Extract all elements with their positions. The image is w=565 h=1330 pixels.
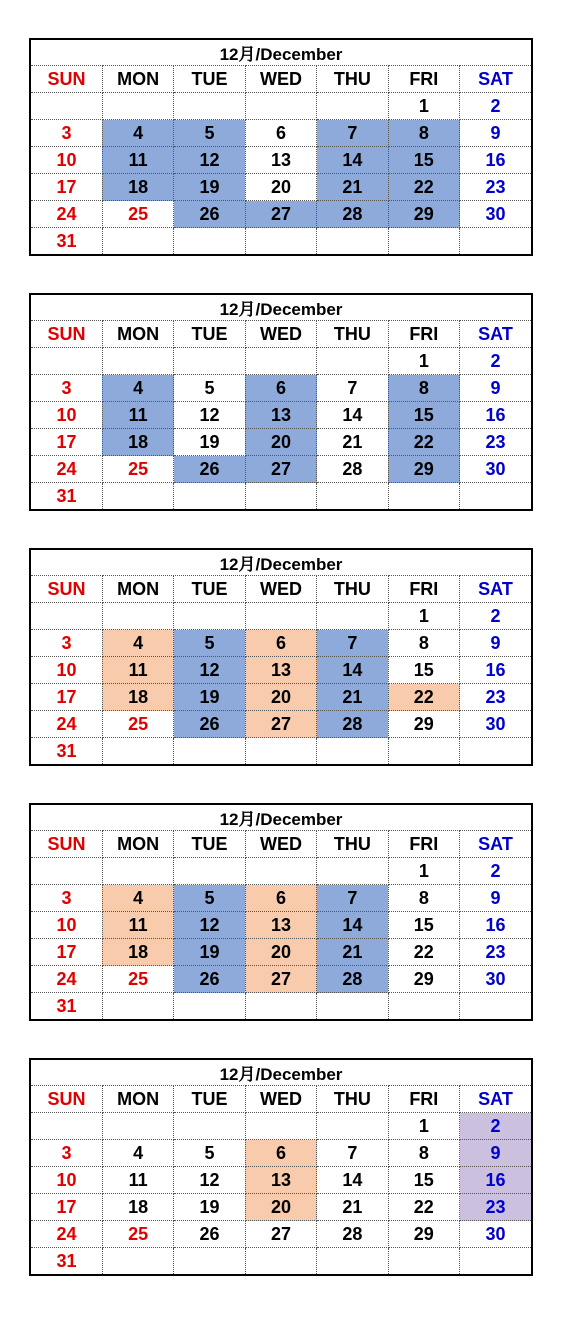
day-cell-11: 11	[102, 1167, 173, 1194]
day-cell-14: 14	[317, 912, 388, 939]
week-row	[31, 375, 531, 402]
day-cell-7: 7	[317, 630, 388, 657]
empty-day-cell	[245, 858, 316, 885]
day-cell-12: 12	[174, 147, 245, 174]
day-cell-2: 2	[460, 858, 531, 885]
week-row	[31, 1113, 531, 1140]
day-cell-2: 2	[460, 348, 531, 375]
week-row	[31, 966, 531, 993]
calendar-title: 12月/December	[31, 40, 531, 66]
empty-day-cell	[102, 93, 173, 120]
day-cell-12: 12	[174, 1167, 245, 1194]
day-cell-20: 20	[245, 429, 316, 456]
day-cell-28: 28	[317, 1221, 388, 1248]
empty-day-cell	[317, 483, 388, 510]
day-cell-23: 23	[460, 1194, 531, 1221]
day-cell-29: 29	[388, 966, 459, 993]
day-cell-21: 21	[317, 684, 388, 711]
day-cell-31: 31	[31, 1248, 102, 1275]
day-cell-11: 11	[102, 147, 173, 174]
empty-day-cell	[245, 1113, 316, 1140]
day-cell-5: 5	[174, 375, 245, 402]
empty-day-cell	[460, 228, 531, 255]
calendar-5	[29, 1058, 533, 1276]
weekday-header-fri: FRI	[388, 831, 459, 858]
week-row	[31, 939, 531, 966]
week-row	[31, 657, 531, 684]
week-row	[31, 1167, 531, 1194]
day-cell-31: 31	[31, 228, 102, 255]
day-cell-9: 9	[460, 630, 531, 657]
day-cell-8: 8	[388, 120, 459, 147]
day-cell-17: 17	[31, 939, 102, 966]
day-cell-15: 15	[388, 912, 459, 939]
day-cell-28: 28	[317, 711, 388, 738]
weekday-header-thu: THU	[317, 831, 388, 858]
day-cell-9: 9	[460, 120, 531, 147]
day-cell-16: 16	[460, 657, 531, 684]
day-cell-9: 9	[460, 1140, 531, 1167]
day-cell-27: 27	[245, 966, 316, 993]
day-cell-20: 20	[245, 1194, 316, 1221]
day-cell-15: 15	[388, 147, 459, 174]
weekday-header-thu: THU	[317, 576, 388, 603]
weekday-header-mon: MON	[102, 576, 173, 603]
week-row	[31, 147, 531, 174]
day-cell-13: 13	[245, 912, 316, 939]
day-cell-8: 8	[388, 630, 459, 657]
day-cell-30: 30	[460, 201, 531, 228]
empty-day-cell	[317, 1248, 388, 1275]
week-row	[31, 1221, 531, 1248]
empty-day-cell	[317, 858, 388, 885]
day-cell-9: 9	[460, 375, 531, 402]
week-row	[31, 228, 531, 255]
day-cell-29: 29	[388, 456, 459, 483]
day-cell-23: 23	[460, 684, 531, 711]
weekday-header-sat: SAT	[460, 66, 531, 93]
day-cell-9: 9	[460, 885, 531, 912]
week-row	[31, 603, 531, 630]
day-cell-22: 22	[388, 174, 459, 201]
day-cell-19: 19	[174, 174, 245, 201]
calendar-title: 12月/December	[31, 805, 531, 831]
weekday-header-thu: THU	[317, 1086, 388, 1113]
weekday-header-tue: TUE	[174, 66, 245, 93]
day-cell-15: 15	[388, 402, 459, 429]
day-cell-19: 19	[174, 684, 245, 711]
day-cell-11: 11	[102, 402, 173, 429]
weekday-header-mon: MON	[102, 321, 173, 348]
day-cell-17: 17	[31, 684, 102, 711]
weekday-header-thu: THU	[317, 321, 388, 348]
day-cell-28: 28	[317, 201, 388, 228]
week-row	[31, 201, 531, 228]
empty-day-cell	[31, 603, 102, 630]
day-cell-24: 24	[31, 1221, 102, 1248]
empty-day-cell	[174, 738, 245, 765]
day-cell-20: 20	[245, 684, 316, 711]
empty-day-cell	[102, 858, 173, 885]
empty-day-cell	[388, 1248, 459, 1275]
day-cell-18: 18	[102, 429, 173, 456]
week-row	[31, 1248, 531, 1275]
day-cell-17: 17	[31, 1194, 102, 1221]
weekday-header-sun: SUN	[31, 1086, 102, 1113]
day-cell-20: 20	[245, 174, 316, 201]
empty-day-cell	[317, 738, 388, 765]
weekday-header-wed: WED	[245, 1086, 316, 1113]
day-cell-17: 17	[31, 429, 102, 456]
day-cell-14: 14	[317, 1167, 388, 1194]
day-cell-15: 15	[388, 657, 459, 684]
day-cell-13: 13	[245, 1167, 316, 1194]
week-row	[31, 885, 531, 912]
week-row	[31, 456, 531, 483]
calendar-title: 12月/December	[31, 295, 531, 321]
weekday-header-mon: MON	[102, 1086, 173, 1113]
day-cell-18: 18	[102, 684, 173, 711]
empty-day-cell	[317, 1113, 388, 1140]
empty-day-cell	[317, 348, 388, 375]
day-cell-1: 1	[388, 348, 459, 375]
day-cell-24: 24	[31, 711, 102, 738]
empty-day-cell	[31, 93, 102, 120]
empty-day-cell	[174, 93, 245, 120]
day-cell-26: 26	[174, 201, 245, 228]
day-cell-31: 31	[31, 738, 102, 765]
day-cell-7: 7	[317, 120, 388, 147]
day-cell-10: 10	[31, 402, 102, 429]
empty-day-cell	[317, 228, 388, 255]
day-cell-3: 3	[31, 1140, 102, 1167]
day-cell-3: 3	[31, 375, 102, 402]
empty-day-cell	[174, 228, 245, 255]
weekday-header-wed: WED	[245, 831, 316, 858]
empty-day-cell	[174, 348, 245, 375]
empty-day-cell	[245, 603, 316, 630]
weekday-header-wed: WED	[245, 66, 316, 93]
empty-day-cell	[317, 93, 388, 120]
week-row	[31, 1140, 531, 1167]
weekday-header-sat: SAT	[460, 321, 531, 348]
day-cell-2: 2	[460, 1113, 531, 1140]
weekday-header-wed: WED	[245, 576, 316, 603]
empty-day-cell	[388, 483, 459, 510]
empty-day-cell	[317, 993, 388, 1020]
day-cell-22: 22	[388, 939, 459, 966]
week-row	[31, 858, 531, 885]
day-cell-21: 21	[317, 174, 388, 201]
day-cell-10: 10	[31, 1167, 102, 1194]
day-cell-30: 30	[460, 1221, 531, 1248]
weekday-header-sun: SUN	[31, 66, 102, 93]
day-cell-14: 14	[317, 147, 388, 174]
day-cell-25: 25	[102, 201, 173, 228]
day-cell-4: 4	[102, 120, 173, 147]
day-cell-7: 7	[317, 1140, 388, 1167]
weekday-header-fri: FRI	[388, 1086, 459, 1113]
day-cell-20: 20	[245, 939, 316, 966]
day-cell-8: 8	[388, 375, 459, 402]
day-cell-16: 16	[460, 402, 531, 429]
day-cell-21: 21	[317, 1194, 388, 1221]
week-row	[31, 348, 531, 375]
day-cell-14: 14	[317, 657, 388, 684]
weekday-header-tue: TUE	[174, 576, 245, 603]
empty-day-cell	[460, 993, 531, 1020]
calendar-title: 12月/December	[31, 550, 531, 576]
day-cell-24: 24	[31, 966, 102, 993]
empty-day-cell	[174, 603, 245, 630]
week-row	[31, 738, 531, 765]
day-cell-3: 3	[31, 120, 102, 147]
day-cell-31: 31	[31, 483, 102, 510]
empty-day-cell	[102, 348, 173, 375]
day-cell-4: 4	[102, 1140, 173, 1167]
weekday-header-fri: FRI	[388, 576, 459, 603]
calendar-3	[29, 548, 533, 766]
day-cell-1: 1	[388, 93, 459, 120]
week-row	[31, 912, 531, 939]
day-cell-25: 25	[102, 966, 173, 993]
day-cell-7: 7	[317, 375, 388, 402]
week-row	[31, 993, 531, 1020]
day-cell-1: 1	[388, 858, 459, 885]
day-cell-14: 14	[317, 402, 388, 429]
weekday-header-sun: SUN	[31, 831, 102, 858]
empty-day-cell	[174, 1113, 245, 1140]
day-cell-5: 5	[174, 885, 245, 912]
empty-day-cell	[245, 348, 316, 375]
week-row	[31, 429, 531, 456]
weekday-header-fri: FRI	[388, 321, 459, 348]
day-cell-27: 27	[245, 456, 316, 483]
calendar-2	[29, 293, 533, 511]
day-cell-8: 8	[388, 1140, 459, 1167]
day-cell-30: 30	[460, 966, 531, 993]
day-cell-28: 28	[317, 456, 388, 483]
empty-day-cell	[388, 738, 459, 765]
empty-day-cell	[102, 1113, 173, 1140]
day-cell-5: 5	[174, 120, 245, 147]
week-row	[31, 120, 531, 147]
empty-day-cell	[102, 993, 173, 1020]
day-cell-12: 12	[174, 657, 245, 684]
empty-day-cell	[102, 228, 173, 255]
day-cell-18: 18	[102, 174, 173, 201]
weekday-header-mon: MON	[102, 66, 173, 93]
empty-day-cell	[31, 348, 102, 375]
day-cell-30: 30	[460, 711, 531, 738]
day-cell-23: 23	[460, 429, 531, 456]
week-row	[31, 711, 531, 738]
day-cell-3: 3	[31, 885, 102, 912]
day-cell-19: 19	[174, 429, 245, 456]
empty-day-cell	[245, 228, 316, 255]
empty-day-cell	[245, 738, 316, 765]
weekday-header-tue: TUE	[174, 1086, 245, 1113]
empty-day-cell	[31, 1113, 102, 1140]
week-row	[31, 630, 531, 657]
weekday-header-sat: SAT	[460, 831, 531, 858]
weekday-header-mon: MON	[102, 831, 173, 858]
day-cell-3: 3	[31, 630, 102, 657]
day-cell-30: 30	[460, 456, 531, 483]
weekday-header-sun: SUN	[31, 576, 102, 603]
day-cell-16: 16	[460, 147, 531, 174]
week-row	[31, 483, 531, 510]
day-cell-13: 13	[245, 147, 316, 174]
day-cell-19: 19	[174, 939, 245, 966]
day-cell-6: 6	[245, 1140, 316, 1167]
calendar-1	[29, 38, 533, 256]
day-cell-27: 27	[245, 711, 316, 738]
weekday-header-thu: THU	[317, 66, 388, 93]
empty-day-cell	[317, 603, 388, 630]
empty-day-cell	[102, 603, 173, 630]
day-cell-28: 28	[317, 966, 388, 993]
day-cell-22: 22	[388, 684, 459, 711]
day-cell-13: 13	[245, 657, 316, 684]
day-cell-25: 25	[102, 1221, 173, 1248]
day-cell-4: 4	[102, 885, 173, 912]
empty-day-cell	[245, 483, 316, 510]
empty-day-cell	[174, 483, 245, 510]
day-cell-23: 23	[460, 939, 531, 966]
empty-day-cell	[460, 1248, 531, 1275]
day-cell-21: 21	[317, 429, 388, 456]
empty-day-cell	[31, 858, 102, 885]
empty-day-cell	[102, 1248, 173, 1275]
day-cell-23: 23	[460, 174, 531, 201]
weekday-header-sun: SUN	[31, 321, 102, 348]
day-cell-29: 29	[388, 201, 459, 228]
calendar-4	[29, 803, 533, 1021]
day-cell-10: 10	[31, 657, 102, 684]
day-cell-24: 24	[31, 456, 102, 483]
empty-day-cell	[388, 993, 459, 1020]
day-cell-18: 18	[102, 1194, 173, 1221]
empty-day-cell	[460, 738, 531, 765]
day-cell-26: 26	[174, 1221, 245, 1248]
day-cell-13: 13	[245, 402, 316, 429]
day-cell-29: 29	[388, 711, 459, 738]
empty-day-cell	[102, 483, 173, 510]
week-row	[31, 93, 531, 120]
week-row	[31, 1194, 531, 1221]
day-cell-18: 18	[102, 939, 173, 966]
day-cell-27: 27	[245, 201, 316, 228]
weekday-header-tue: TUE	[174, 831, 245, 858]
weekday-header-tue: TUE	[174, 321, 245, 348]
calendar-title: 12月/December	[31, 1060, 531, 1086]
weekday-header-fri: FRI	[388, 66, 459, 93]
empty-day-cell	[102, 738, 173, 765]
day-cell-6: 6	[245, 885, 316, 912]
day-cell-6: 6	[245, 630, 316, 657]
day-cell-31: 31	[31, 993, 102, 1020]
day-cell-25: 25	[102, 711, 173, 738]
empty-day-cell	[245, 993, 316, 1020]
empty-day-cell	[245, 93, 316, 120]
day-cell-26: 26	[174, 966, 245, 993]
weekday-header-sat: SAT	[460, 576, 531, 603]
empty-day-cell	[174, 993, 245, 1020]
day-cell-29: 29	[388, 1221, 459, 1248]
day-cell-1: 1	[388, 603, 459, 630]
day-cell-4: 4	[102, 375, 173, 402]
day-cell-17: 17	[31, 174, 102, 201]
day-cell-1: 1	[388, 1113, 459, 1140]
day-cell-25: 25	[102, 456, 173, 483]
weekday-header-wed: WED	[245, 321, 316, 348]
day-cell-15: 15	[388, 1167, 459, 1194]
day-cell-8: 8	[388, 885, 459, 912]
empty-day-cell	[388, 228, 459, 255]
day-cell-12: 12	[174, 912, 245, 939]
empty-day-cell	[460, 483, 531, 510]
week-row	[31, 402, 531, 429]
day-cell-6: 6	[245, 375, 316, 402]
empty-day-cell	[174, 858, 245, 885]
day-cell-2: 2	[460, 603, 531, 630]
day-cell-10: 10	[31, 912, 102, 939]
day-cell-16: 16	[460, 1167, 531, 1194]
day-cell-16: 16	[460, 912, 531, 939]
day-cell-7: 7	[317, 885, 388, 912]
week-row	[31, 684, 531, 711]
empty-day-cell	[174, 1248, 245, 1275]
day-cell-6: 6	[245, 120, 316, 147]
week-row	[31, 174, 531, 201]
day-cell-27: 27	[245, 1221, 316, 1248]
day-cell-19: 19	[174, 1194, 245, 1221]
day-cell-21: 21	[317, 939, 388, 966]
day-cell-26: 26	[174, 711, 245, 738]
empty-day-cell	[245, 1248, 316, 1275]
day-cell-11: 11	[102, 657, 173, 684]
day-cell-5: 5	[174, 630, 245, 657]
day-cell-5: 5	[174, 1140, 245, 1167]
day-cell-22: 22	[388, 1194, 459, 1221]
day-cell-12: 12	[174, 402, 245, 429]
day-cell-4: 4	[102, 630, 173, 657]
day-cell-11: 11	[102, 912, 173, 939]
day-cell-2: 2	[460, 93, 531, 120]
day-cell-10: 10	[31, 147, 102, 174]
day-cell-24: 24	[31, 201, 102, 228]
day-cell-22: 22	[388, 429, 459, 456]
day-cell-26: 26	[174, 456, 245, 483]
weekday-header-sat: SAT	[460, 1086, 531, 1113]
